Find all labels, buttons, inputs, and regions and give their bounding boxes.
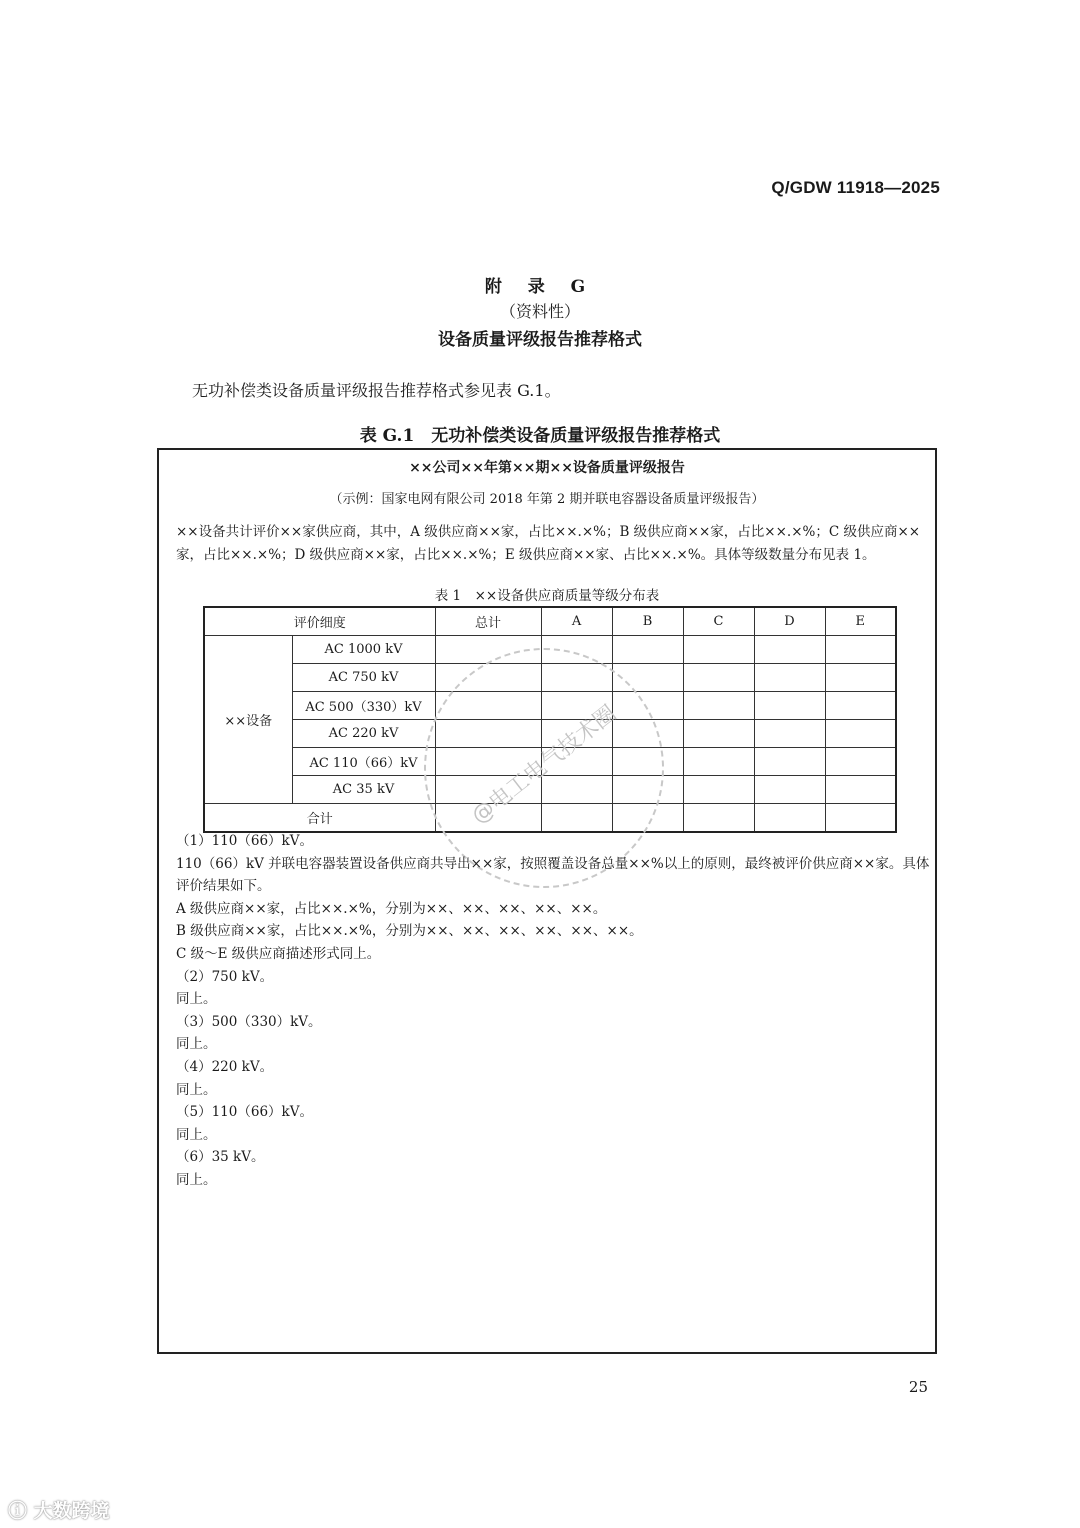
value-cell xyxy=(683,692,754,720)
report-line: （5）110（66）kV。 xyxy=(176,1104,313,1121)
header-cell: 总计 xyxy=(435,607,541,636)
brand-name: 大数跨境 xyxy=(33,1500,110,1522)
report-line: A 级供应商××家，占比××.×%，分别为××、××、××、××、××。 xyxy=(176,900,607,917)
value-cell xyxy=(683,664,754,692)
voltage-cell: AC 1000 kV xyxy=(292,636,435,664)
value-cell xyxy=(683,636,754,664)
page-number: 25 xyxy=(908,1378,928,1396)
report-title: ××公司××年第××期××设备质量评级报告 xyxy=(409,460,685,476)
value-cell xyxy=(754,776,825,804)
value-cell xyxy=(825,776,896,804)
report-line: 同上。 xyxy=(176,1081,217,1098)
header-cell: E xyxy=(825,607,896,636)
voltage-cell: AC 750 kV xyxy=(292,664,435,692)
document-number: Q/GDW 11918—2025 xyxy=(771,178,940,197)
report-line: （1）110（66）kV。 xyxy=(176,833,313,849)
report-line: （3）500（330）kV。 xyxy=(176,1013,322,1030)
value-cell xyxy=(683,804,754,833)
report-summary: ××设备共计评价××家供应商，其中，A 级供应商××家，占比××.×%；B 级供应商××家，占比××.×%；C 级供应商××家，占比××.×%；D 级供应商××家，占比××.×%；E 级供应商××家、占比××.×%。具体等级数量分布见表 1。 xyxy=(176,524,921,563)
appendix-name: 设备质量评级报告推荐格式 xyxy=(438,330,642,350)
report-body xyxy=(176,830,936,1192)
value-cell xyxy=(754,748,825,776)
value-cell xyxy=(825,720,896,748)
header-cell: D xyxy=(754,607,825,636)
value-cell xyxy=(825,804,896,833)
report-line: 110（66）kV 并联电容器装置设备供应商共导出××家，按照覆盖设备总量××%以上的原则，最终被评价供应商××家。具体评价结果如下。 xyxy=(176,855,930,895)
voltage-cell: AC 110（66）kV xyxy=(292,748,435,776)
value-cell xyxy=(754,664,825,692)
report-line: C 级～E 级供应商描述形式同上。 xyxy=(176,945,381,962)
value-cell xyxy=(825,636,896,664)
value-cell xyxy=(754,804,825,833)
value-cell xyxy=(825,692,896,720)
value-cell xyxy=(683,776,754,804)
value-cell xyxy=(754,720,825,748)
value-cell xyxy=(612,636,683,664)
header-cell: B xyxy=(612,607,683,636)
report-example: （示例：国家电网有限公司 2018 年第 2 期并联电容器设备质量评级报告） xyxy=(329,492,765,507)
report-line: （6）35 kV。 xyxy=(176,1149,265,1166)
report-line: 同上。 xyxy=(176,1171,217,1188)
brand-logo-icon: ⓘ xyxy=(8,1500,28,1522)
report-line: 同上。 xyxy=(176,991,217,1008)
header-cell: C xyxy=(683,607,754,636)
report-line: 同上。 xyxy=(176,1126,217,1143)
group-label-cell: ××设备 xyxy=(204,636,292,804)
report-line: （2）750 kV。 xyxy=(176,968,274,985)
table-caption: 表 G.1 无功补偿类设备质量评级报告推荐格式 xyxy=(359,426,721,446)
total-label-cell: 合计 xyxy=(204,804,435,833)
header-cell: 评价细度 xyxy=(204,607,435,636)
value-cell xyxy=(754,636,825,664)
voltage-cell: AC 500（330）kV xyxy=(292,692,435,720)
voltage-cell: AC 35 kV xyxy=(292,776,435,804)
header-cell: A xyxy=(541,607,612,636)
table1-caption: 表 1 ××设备供应商质量等级分布表 xyxy=(434,588,660,604)
value-cell xyxy=(683,748,754,776)
voltage-cell: AC 220 kV xyxy=(292,720,435,748)
value-cell xyxy=(754,692,825,720)
value-cell xyxy=(683,720,754,748)
appendix-nature: （资料性） xyxy=(499,302,580,321)
report-line: B 级供应商××家，占比××.×%，分别为××、××、××、××、××、××。 xyxy=(176,923,643,940)
report-line: 同上。 xyxy=(176,1036,217,1053)
appendix-title: 附 录 G xyxy=(484,277,596,297)
value-cell xyxy=(825,748,896,776)
table-header-row xyxy=(204,607,896,636)
brand-watermark xyxy=(8,1496,110,1523)
value-cell xyxy=(825,664,896,692)
intro-text: 无功补偿类设备质量评级报告推荐格式参见表 G.1。 xyxy=(192,381,561,400)
report-line: （4）220 kV。 xyxy=(176,1058,274,1075)
watermark-text: @电工电气技术圈 xyxy=(467,701,622,830)
